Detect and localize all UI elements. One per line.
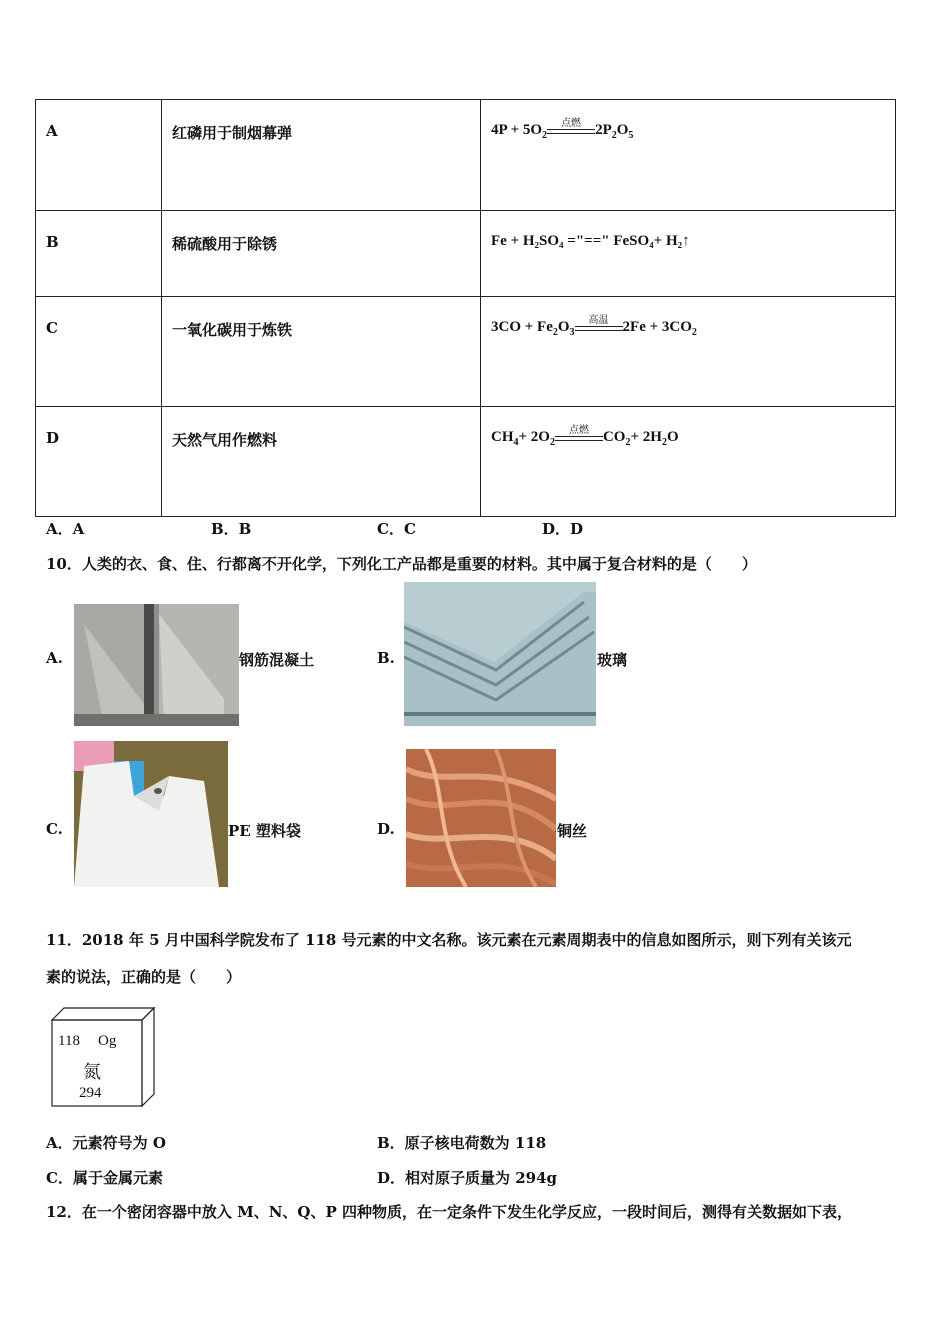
q11-option-d[interactable]: D．相对原子质量为 294g [377,1169,558,1187]
question-11-stem-line2: 素的说法，正确的是（ ） [46,968,242,986]
table-row [36,211,896,297]
option-label: 铜丝 [557,822,588,840]
q11-option-c[interactable]: C．属于金属元素 [46,1169,163,1187]
row-letter: B [46,233,59,251]
row-equation: $CH_4+ 2O_2$ 点燃 $CO_2+ 2H_2O$ [491,424,679,448]
reaction-condition: 点燃 [555,431,603,445]
option-label: 玻璃 [597,651,628,669]
element-mass: 294 [79,1085,102,1101]
plastic-bag-photo [74,741,228,887]
row-letter: A [46,122,58,140]
element-atomic-number: 118 [58,1033,80,1049]
table-row [36,407,896,517]
row-letter: D [46,429,60,447]
option-label: PE 塑料袋 [228,822,301,840]
q11-option-a[interactable]: A．元素符号为 O [46,1134,166,1152]
concrete-photo [74,604,239,726]
question-11-stem-line1: 11．2018 年 5 月中国科学院发布了 118 号元素的中文名称。该元素在元素周期表中的信息如图所示，则下列有关该元 [46,931,852,949]
answer-option-d[interactable]: D．D [542,520,584,538]
option-letter[interactable]: D. [377,820,395,838]
row-use: 一氧化碳用于炼铁 [172,321,293,339]
question-12-stem: 12．在一个密闭容器中放入 M、N、Q、P 四种物质，在一定条件下发生化学反应，一段时间后，测得有关数据如下表， [46,1203,852,1221]
row-equation: $3CO + Fe_2O_3$ 高温 $2Fe + 3CO_2$ [491,314,697,338]
answer-option-a[interactable]: A．A [46,520,85,538]
options-table [35,99,896,517]
answer-option-b[interactable]: B．B [211,520,252,538]
copper-wire-photo [406,749,556,887]
option-letter[interactable]: C. [46,820,63,838]
row-use: 天然气用作燃料 [172,431,278,449]
row-letter: C [46,319,58,337]
glass-photo [404,582,596,726]
row-use: 红磷用于制烟幕弹 [172,124,293,142]
table-row [36,100,896,211]
reaction-condition: 点燃 [547,124,595,138]
q11-option-b[interactable]: B．原子核电荷数为 118 [377,1134,547,1152]
answer-option-c[interactable]: C．C [377,520,416,538]
periodic-table-cell [50,1006,156,1109]
reaction-condition: 高温 [575,321,623,335]
option-letter[interactable]: B. [377,649,395,667]
element-symbol: Og [98,1033,117,1049]
question-10-stem: 10．人类的衣、食、住、行都离不开化学，下列化工产品都是重要的材料。其中属于复合材料的是（ ） [46,555,757,573]
row-equation: $4P + 5O_2$ 点燃 $2P_2O_5$ [491,117,634,141]
row-equation: Fe + H₂SO₄ ="==" FeSO₄+ H₂↑ [491,233,690,249]
table-row [36,297,896,407]
row-use: 稀硫酸用于除锈 [172,235,278,253]
option-label: 钢筋混凝土 [239,651,315,669]
element-name: 氮 [83,1062,101,1083]
option-letter[interactable]: A. [46,649,63,667]
